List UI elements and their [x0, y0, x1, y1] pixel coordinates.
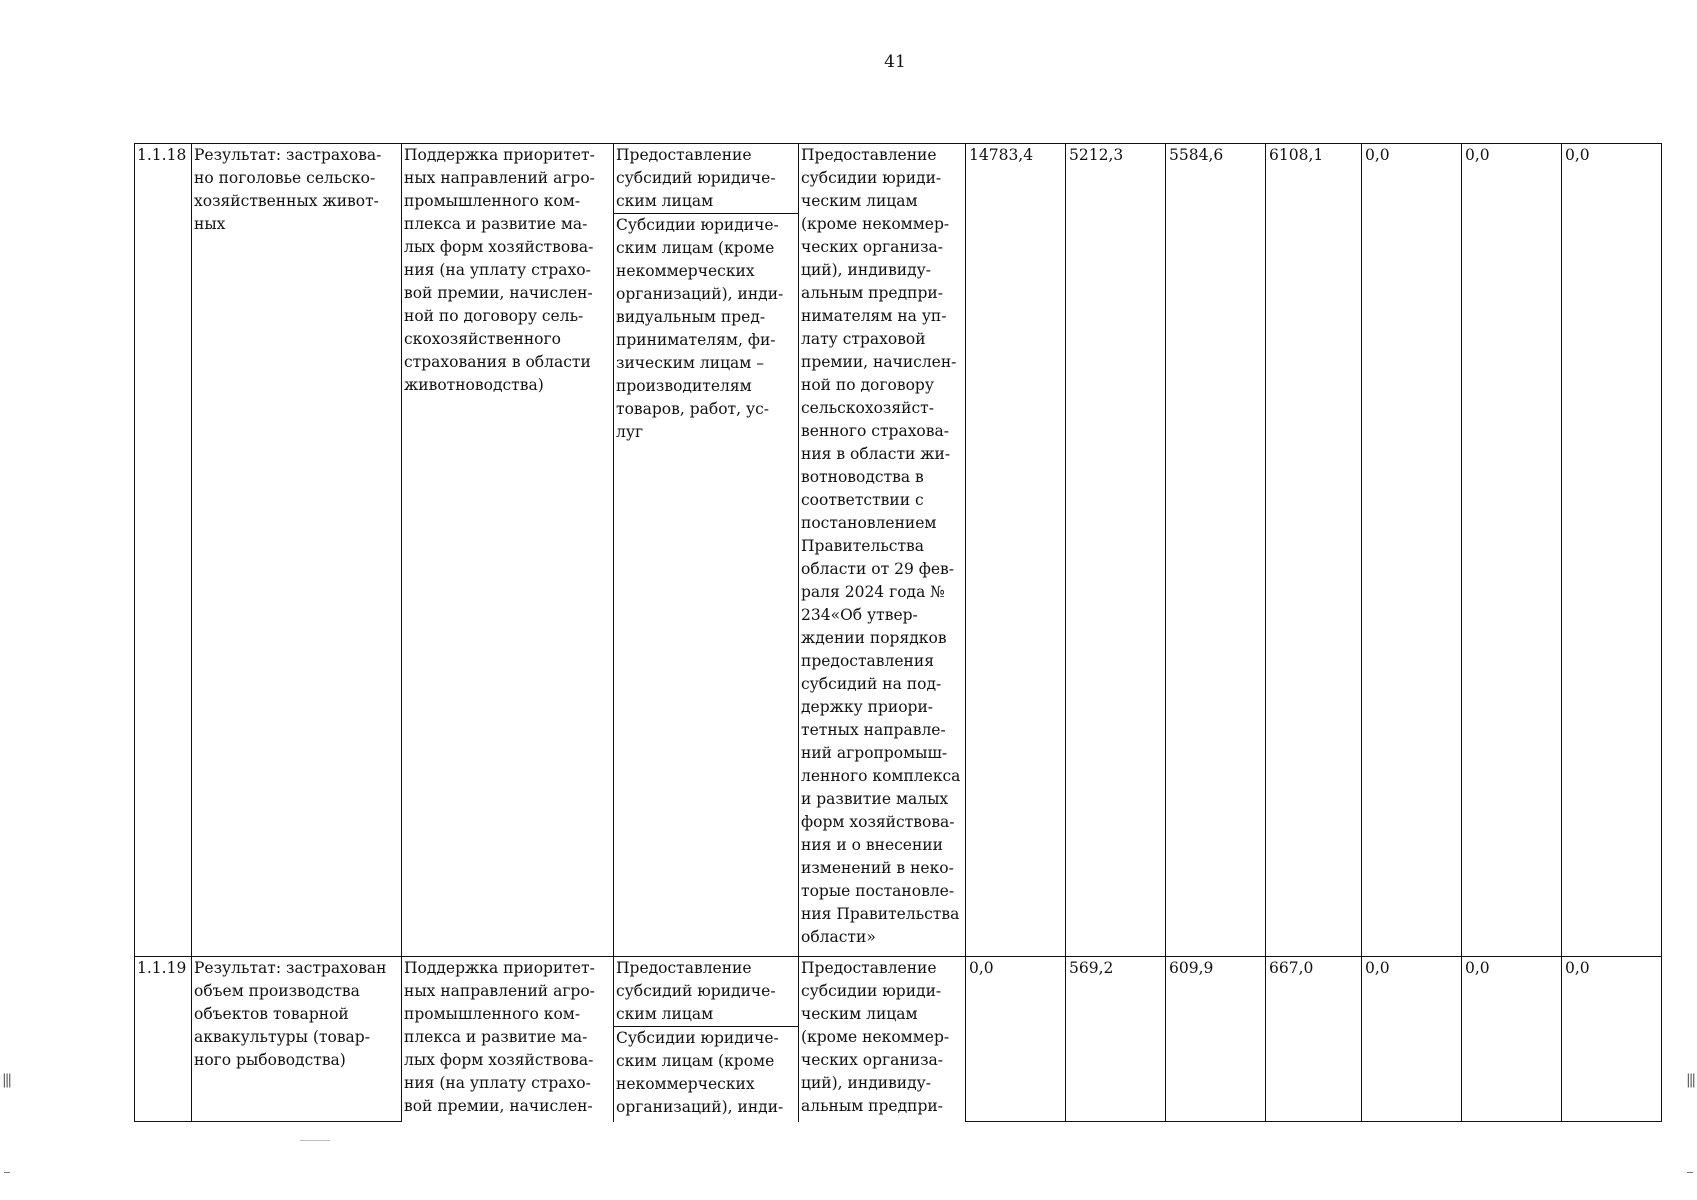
row-code: 1.1.19 — [135, 957, 192, 1122]
type-cell — [614, 144, 799, 957]
value-2030: 0,0 — [1562, 957, 1662, 1122]
value-2026: 609,9 — [1166, 957, 1266, 1122]
bottom-hairline — [300, 1140, 330, 1141]
type-cell — [614, 957, 799, 1122]
right-edge-mark: ||| — [1686, 1072, 1695, 1088]
value-total: 0,0 — [966, 957, 1066, 1122]
value-2029: 0,0 — [1462, 144, 1562, 957]
budget-table — [134, 143, 1662, 1122]
left-edge-mark: ||| — [2, 1072, 11, 1088]
value-total: 14783,4 — [966, 144, 1066, 957]
measure-cell: Поддержка приоритет-ных направлений агро-промышленного ком-плекса и развитие ма-лых форм хозяйствова-ния (на уплату страхо-вой премии, начислен-ной по договору сель-скохозяйственного страхования в области животноводства) — [402, 144, 614, 957]
result-cell: Результат: застрахова-но поголовье сельско-хозяйственных живот-ных — [192, 144, 402, 957]
type-primary: Предоставление субсидий юридиче-ским лицам — [614, 957, 798, 1027]
left-bottom-dash — [4, 1172, 10, 1173]
value-2029: 0,0 — [1462, 957, 1562, 1122]
type-secondary: Субсидии юридиче-ским лицам (кроме некоммерческих организаций), инди- — [616, 1029, 784, 1116]
table-row — [135, 957, 1662, 1122]
result-cell: Результат: застрахован объем производства объектов товарной аквакультуры (товар-ного рыбоводства) — [192, 957, 402, 1122]
row-code: 1.1.18 — [135, 144, 192, 957]
value-2025: 5212,3 — [1066, 144, 1166, 957]
value-2028: 0,0 — [1362, 957, 1462, 1122]
table-row — [135, 144, 1662, 957]
value-2027: 667,0 — [1266, 957, 1362, 1122]
value-2025: 569,2 — [1066, 957, 1166, 1122]
description-cell: Предоставление субсидии юриди-ческим лицам (кроме некоммер-ческих организа-ций), индивиду-альным предпри-нимателям на уп-лату страховой премии, начислен-ной по договору сельскохозяйст-венного страхова-ния в области жи-вотноводства в соответствии с постановлением Правительства области от 29 фев-раля 2024 года № 234«Об утвер-ждении порядков предоставления субсидий на под-держку приори-тетных направле-ний агропромыш-ленного комплекса и развитие малых форм хозяйствова-ния и о внесении изменений в неко-торые постановле-ния Правительства области» — [799, 144, 966, 957]
type-primary: Предоставление субсидий юридиче-ским лицам — [614, 144, 798, 214]
value-2028: 0,0 — [1362, 144, 1462, 957]
type-secondary: Субсидии юридиче-ским лицам (кроме некоммерческих организаций), инди-видуальным пред-принимателям, фи-зическим лицам – производителям товаров, работ, ус-луг — [616, 216, 784, 441]
right-bottom-dash — [1687, 1172, 1693, 1173]
value-2027: 6108,1 — [1266, 144, 1362, 957]
measure-cell: Поддержка приоритет-ных направлений агро-промышленного ком-плекса и развитие ма-лых форм хозяйствова-ния (на уплату страхо-вой премии, начислен- — [402, 957, 614, 1122]
description-cell: Предоставление субсидии юриди-ческим лицам (кроме некоммер-ческих организа-ций), индивиду-альным предпри- — [799, 957, 966, 1122]
page-number: 41 — [884, 52, 906, 72]
value-2026: 5584,6 — [1166, 144, 1266, 957]
value-2030: 0,0 — [1562, 144, 1662, 957]
